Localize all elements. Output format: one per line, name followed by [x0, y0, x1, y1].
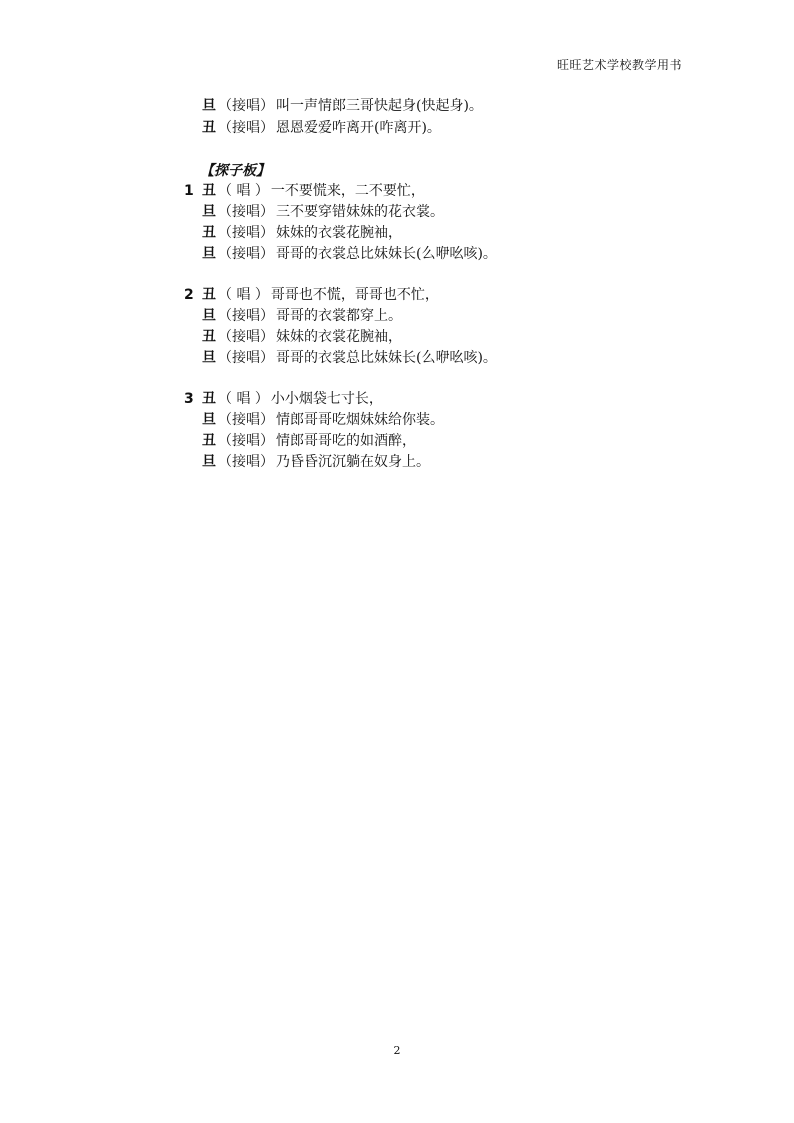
- singing-cue: （接唱）: [218, 308, 274, 324]
- role-label: 旦: [202, 204, 216, 220]
- lyric-text: 一不要慌来，二不要忙，: [270, 183, 425, 199]
- lyric-text: 叫一声情郎三哥快起身(快起身)。: [276, 98, 483, 114]
- lyric-line: [184, 180, 425, 202]
- role-label: 旦: [202, 350, 216, 366]
- lyric-line: [184, 388, 383, 410]
- singing-cue: （接唱）: [218, 246, 274, 262]
- singing-cue: （接唱）: [218, 454, 274, 470]
- singing-cue: （接唱）: [218, 204, 274, 220]
- lyric-line: [184, 117, 441, 139]
- role-label: 旦: [202, 246, 216, 262]
- section-title: 【探子板】: [200, 163, 270, 179]
- singing-cue: （ 唱 ）: [218, 391, 269, 407]
- stanza-number: 1: [184, 183, 194, 199]
- lyric-text: 情郎哥哥吃的如酒醉，: [276, 433, 416, 449]
- lyric-text: 哥哥的衣裳总比妹妹长(么咿吆咳)。: [276, 246, 497, 262]
- lyric-line: [184, 222, 402, 244]
- role-label: 丑: [202, 391, 216, 407]
- lyric-text: 情郎哥哥吃烟妹妹给你装。: [276, 412, 444, 428]
- lyric-line: [184, 284, 439, 306]
- lyric-text: 乃昏昏沉沉躺在奴身上。: [276, 454, 430, 470]
- role-label: 丑: [202, 183, 216, 199]
- singing-cue: （接唱）: [218, 98, 274, 114]
- page-number: 2: [393, 1044, 401, 1057]
- lyric-text: 妹妹的衣裳花腕袖，: [276, 329, 402, 345]
- lyric-line: [184, 347, 497, 369]
- lyric-line: [184, 326, 402, 348]
- role-label: 丑: [202, 120, 216, 136]
- lyric-text: 妹妹的衣裳花腕袖，: [276, 225, 402, 241]
- lyric-line: [184, 243, 497, 265]
- singing-cue: （接唱）: [218, 120, 274, 136]
- singing-cue: （接唱）: [218, 225, 274, 241]
- lyric-line: [184, 451, 430, 473]
- lyric-line: [184, 409, 444, 431]
- lyric-line: [184, 201, 444, 223]
- lyric-text: 哥哥也不慌，哥哥也不忙，: [270, 287, 439, 303]
- singing-cue: （接唱）: [218, 412, 274, 428]
- lyric-line: [184, 305, 402, 327]
- singing-cue: （ 唱 ）: [218, 183, 269, 199]
- lyric-text: 三不要穿错妹妹的花衣裳。: [276, 204, 444, 220]
- role-label: 旦: [202, 98, 216, 114]
- lyric-line: [184, 430, 416, 452]
- role-label: 丑: [202, 329, 216, 345]
- singing-cue: （接唱）: [218, 329, 274, 345]
- lyric-text: 小小烟袋七寸长，: [270, 391, 383, 407]
- role-label: 旦: [202, 308, 216, 324]
- role-label: 丑: [202, 433, 216, 449]
- lyric-text: 恩恩爱爱咋离开(咋离开)。: [276, 120, 441, 136]
- role-label: 旦: [202, 454, 216, 470]
- stanza-number: 2: [184, 287, 194, 303]
- singing-cue: （ 唱 ）: [218, 287, 269, 303]
- singing-cue: （接唱）: [218, 350, 274, 366]
- role-label: 丑: [202, 225, 216, 241]
- running-header: 旺旺艺术学校教学用书: [556, 58, 682, 72]
- role-label: 旦: [202, 412, 216, 428]
- role-label: 丑: [202, 287, 216, 303]
- stanza-number: 3: [184, 391, 194, 407]
- singing-cue: （接唱）: [218, 433, 274, 449]
- lyric-text: 哥哥的衣裳总比妹妹长(么咿吆咳)。: [276, 350, 497, 366]
- lyric-text: 哥哥的衣裳都穿上。: [276, 308, 402, 324]
- lyric-line: [184, 95, 483, 117]
